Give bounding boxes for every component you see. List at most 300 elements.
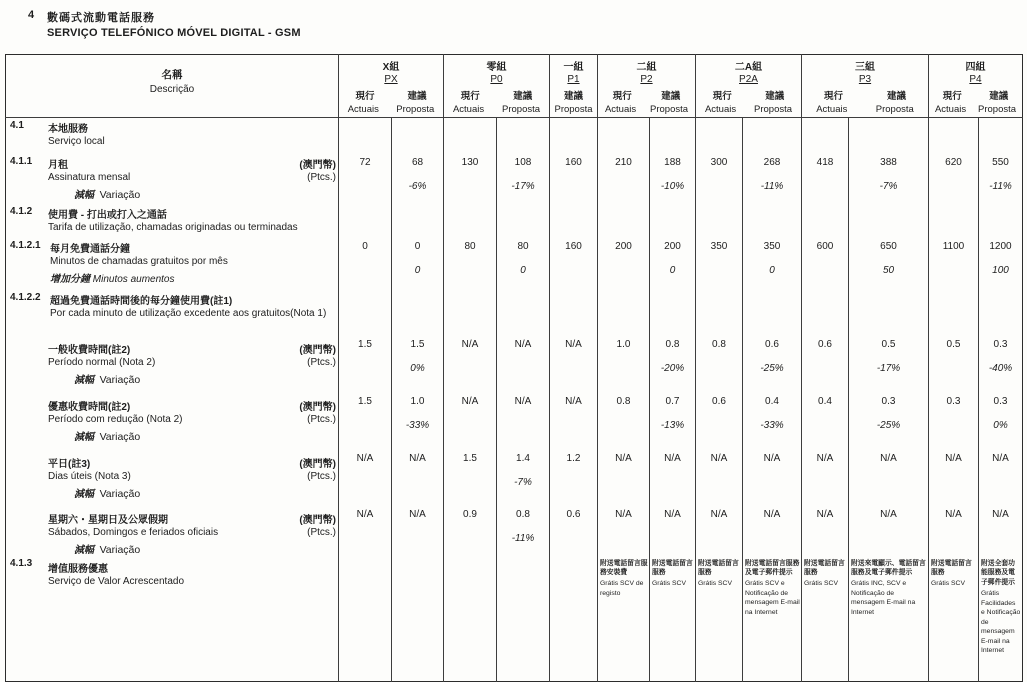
- row-local-service: [6, 118, 1023, 154]
- variation-label-zh: 減幅: [74, 374, 94, 386]
- group-header-p3: [802, 55, 929, 118]
- proposta-label: Proposta: [978, 104, 1017, 115]
- actuais-label: 現行: [942, 91, 962, 102]
- sva-text-pt: Grátis SCV: [931, 580, 965, 588]
- sva-text-zh: 附送電話留言服務安裝費: [600, 559, 648, 577]
- value-cell: [444, 290, 497, 330]
- cell-value: N/A: [816, 508, 834, 520]
- desc-local-service: [6, 118, 339, 154]
- unit-zh: (澳門幣): [299, 514, 336, 526]
- value-cell: [550, 444, 598, 500]
- subheader-zh: [339, 88, 443, 102]
- value-cell: [743, 387, 802, 444]
- cell-value: N/A: [664, 452, 681, 464]
- value-cell: [598, 204, 650, 238]
- value-cell: [802, 387, 849, 444]
- value-cell: [444, 500, 497, 556]
- value-cell: [979, 500, 1023, 556]
- document-title: [47, 9, 301, 39]
- value-cell: [392, 118, 444, 154]
- value-cell: [849, 330, 929, 387]
- value-cell: [497, 500, 550, 556]
- cell-variation: -25%: [760, 362, 784, 374]
- title-chinese: 數碼式流動電話服務: [47, 12, 155, 24]
- value-cell: [929, 444, 979, 500]
- cell-variation: -40%: [988, 362, 1013, 374]
- cell-value: N/A: [880, 452, 897, 464]
- cell-value: N/A: [409, 508, 426, 520]
- value-cell: [979, 444, 1023, 500]
- sva-text-zh: 附送來電顯示、電話留言服務及電子郵件提示: [851, 559, 926, 577]
- value-cell: [929, 204, 979, 238]
- value-cell: [444, 118, 497, 154]
- cell-variation: -11%: [511, 532, 535, 544]
- proposta-label: Proposta: [396, 104, 435, 115]
- cell-variation: -11%: [760, 180, 784, 192]
- value-cell: [979, 330, 1023, 387]
- desc-monthly-fee: [6, 154, 339, 204]
- value-cell: [929, 290, 979, 330]
- cell-value: N/A: [992, 452, 1009, 464]
- row-number: 4.1.2.2: [10, 291, 41, 303]
- value-cell: [743, 330, 802, 387]
- section-number: 4: [28, 9, 35, 21]
- value-cell: [696, 290, 743, 330]
- cell-variation: -7%: [514, 476, 532, 488]
- subheader-zh: [696, 88, 801, 102]
- label-pt: Período com redução (Nota 2): [48, 413, 183, 425]
- cell-value: 1100: [942, 240, 965, 252]
- value-cell: [339, 118, 392, 154]
- proposta-label: 建議: [563, 91, 583, 102]
- value-cell: [979, 556, 1023, 682]
- variation-label-zh: 減幅: [74, 544, 94, 556]
- value-cell: [550, 204, 598, 238]
- cell-value: N/A: [664, 508, 681, 520]
- value-cell: [550, 556, 598, 682]
- value-cell: [743, 556, 802, 682]
- group-name-zh: 零組: [486, 62, 507, 73]
- subheader-pt: [339, 104, 443, 115]
- value-cell: [444, 330, 497, 387]
- cell-value: 0.8: [516, 508, 530, 520]
- row-number: 4.1: [10, 120, 24, 131]
- sva-text-zh: 附送電話留言服務: [698, 559, 739, 577]
- value-cell: [849, 290, 929, 330]
- cell-value: 1.5: [358, 395, 372, 407]
- cell-value: 0: [414, 240, 421, 252]
- value-cell: [497, 204, 550, 238]
- row-number: 4.1.2: [10, 205, 33, 217]
- value-cell: [598, 500, 650, 556]
- sva-text-pt: Grátis INC, SCV e Notificação de mensagem E-mail na Internet: [851, 580, 916, 616]
- cell-value: 0.5: [946, 338, 961, 350]
- cell-value: N/A: [945, 508, 962, 520]
- actuais-label: 現行: [460, 91, 480, 102]
- value-cell: [929, 330, 979, 387]
- group-code: PX: [384, 74, 398, 85]
- desc-excess-fee: [6, 290, 339, 330]
- row-monthly-fee: [6, 154, 1023, 204]
- cell-value: 210: [615, 156, 632, 168]
- proposta-label: 建議: [407, 91, 427, 102]
- cell-value: N/A: [461, 338, 479, 350]
- value-cell: [802, 204, 849, 238]
- desc-weekdays: [6, 444, 339, 500]
- cell-value: N/A: [356, 452, 374, 464]
- value-cell: [979, 204, 1023, 238]
- cell-value: 1.4: [516, 452, 530, 464]
- subheader-pt: [598, 104, 695, 115]
- cell-variation: -33%: [405, 419, 430, 431]
- sva-text-pt: Grátis SCV: [652, 580, 686, 588]
- actuais-label: Actuais: [704, 104, 737, 115]
- actuais-label: Actuais: [816, 104, 848, 115]
- cell-value: 0.7: [665, 395, 680, 407]
- value-cell: [743, 238, 802, 290]
- value-cell: [696, 330, 743, 387]
- value-cell: [802, 238, 849, 290]
- variation-label-zh: 減幅: [74, 488, 94, 500]
- cell-variation: 0%: [993, 419, 1008, 431]
- group-header-p0: [444, 55, 550, 118]
- actuais-label: 現行: [612, 91, 632, 102]
- variation-label-zh: 減幅: [74, 189, 94, 201]
- value-cell: [929, 500, 979, 556]
- value-cell: [696, 204, 743, 238]
- cell-value: 80: [464, 240, 476, 252]
- value-cell: [696, 556, 743, 682]
- unit-zh: (澳門幣): [299, 344, 336, 356]
- label-zh: 一般收費時間(註2): [48, 344, 131, 356]
- row-excess-fee: [6, 290, 1023, 330]
- aumentos-label-pt: Minutos aumentos: [92, 273, 175, 285]
- value-cell: [392, 204, 444, 238]
- label-zh: 星期六・星期日及公眾假期: [48, 514, 168, 526]
- cell-value: 550: [992, 156, 1009, 168]
- proposta-label: 建議: [886, 91, 906, 102]
- cell-variation: 0: [769, 264, 775, 276]
- value-cell: [743, 118, 802, 154]
- cell-value: 160: [565, 156, 582, 168]
- cell-value: 1.5: [463, 452, 477, 464]
- value-cell: [849, 387, 929, 444]
- cell-value: N/A: [992, 508, 1009, 520]
- value-cell: [497, 118, 550, 154]
- actuais-label: 現行: [355, 91, 375, 102]
- value-cell: [650, 204, 696, 238]
- subheader-zh: [929, 88, 1022, 102]
- label-pt: Serviço local: [48, 136, 105, 147]
- label-pt: Serviço de Valor Acrescentado: [48, 575, 185, 587]
- label-zh: 月租: [48, 159, 68, 171]
- value-cell: [696, 154, 743, 204]
- row-free-minutes: [6, 238, 1023, 290]
- value-cell: [444, 387, 497, 444]
- cell-value: 0.6: [566, 508, 581, 520]
- label-pt: Tarifa de utilização, chamadas originadas ou terminadas: [48, 221, 298, 233]
- group-name-zh: 二A組: [734, 62, 763, 73]
- cell-value: 418: [816, 156, 834, 168]
- cell-value: 1.5: [410, 338, 425, 350]
- value-cell: [849, 444, 929, 500]
- value-cell: [497, 387, 550, 444]
- value-cell: [497, 238, 550, 290]
- desc-weekends: [6, 500, 339, 556]
- label-zh: 超過免費通話時間後的每分鐘使用費(註1): [50, 295, 233, 307]
- cell-variation: -17%: [511, 180, 535, 192]
- proposta-label: 建議: [989, 91, 1009, 102]
- cell-value: 300: [710, 156, 728, 168]
- value-cell: [392, 290, 444, 330]
- label-pt: Dias úteis (Nota 3): [48, 470, 131, 482]
- cell-variation: -7%: [879, 180, 898, 192]
- value-cell: [743, 444, 802, 500]
- subheader-pt: [444, 104, 549, 115]
- value-cell: [696, 118, 743, 154]
- value-cell: [339, 204, 392, 238]
- value-cell: [743, 204, 802, 238]
- cell-value: 0.9: [463, 508, 477, 520]
- cell-value: N/A: [710, 508, 728, 520]
- value-cell: [929, 154, 979, 204]
- proposta-label: 建議: [765, 91, 785, 102]
- value-cell: [392, 238, 444, 290]
- value-cell: [849, 154, 929, 204]
- group-code: P3: [858, 74, 872, 85]
- cell-value: N/A: [565, 395, 582, 407]
- value-cell: [550, 154, 598, 204]
- label-pt: Por cada minuto de utilização excedente aos gratuitos(Nota 1): [50, 307, 327, 319]
- cell-value: N/A: [514, 395, 532, 407]
- cell-variation: -25%: [876, 419, 901, 431]
- sva-text-zh: 附送電話留言服務: [931, 559, 972, 577]
- value-cell: [650, 387, 696, 444]
- cell-value: N/A: [615, 452, 632, 464]
- cell-value: N/A: [945, 452, 962, 464]
- sva-text-pt: Grátis SCV: [698, 580, 732, 588]
- value-cell: [696, 500, 743, 556]
- row-value-added: [6, 556, 1023, 682]
- value-cell: [929, 238, 979, 290]
- group-code: P2A: [739, 74, 758, 85]
- cell-value: 650: [880, 240, 897, 252]
- value-cell: [598, 387, 650, 444]
- value-cell: [392, 154, 444, 204]
- value-cell: [392, 444, 444, 500]
- value-cell: [743, 154, 802, 204]
- value-cell: [849, 118, 929, 154]
- value-cell: [598, 154, 650, 204]
- variation-label-zh: 減幅: [74, 431, 94, 443]
- value-cell: [550, 330, 598, 387]
- group-code: P2: [640, 74, 653, 85]
- label-zh: 本地服務: [48, 124, 88, 135]
- value-cell: [650, 154, 696, 204]
- unit-pt: (Ptcs.): [307, 470, 336, 482]
- row-number: 4.1.3: [10, 557, 33, 569]
- description-header-zh: 名稱: [161, 69, 183, 81]
- value-cell: [444, 444, 497, 500]
- cell-value: 388: [880, 156, 897, 168]
- cell-value: 0.8: [712, 338, 726, 350]
- value-cell: [802, 118, 849, 154]
- cell-value: 0: [362, 240, 368, 252]
- cell-variation: -17%: [876, 362, 901, 374]
- actuais-label: Actuais: [934, 104, 967, 115]
- label-zh: 使用費 - 打出或打入之通話: [48, 209, 167, 221]
- group-header-p4: [929, 55, 1023, 118]
- group-name-zh: X組: [382, 62, 400, 73]
- value-cell: [979, 290, 1023, 330]
- cell-variation: 0%: [410, 362, 425, 374]
- cell-value: 200: [664, 240, 681, 252]
- actuais-label: Actuais: [452, 104, 485, 115]
- value-cell: [392, 500, 444, 556]
- value-cell: [339, 500, 392, 556]
- value-cell: [979, 118, 1023, 154]
- cell-value: 188: [664, 156, 681, 168]
- subheader-zh: [444, 88, 549, 102]
- sva-text-pt: Grátis SCV: [804, 580, 838, 588]
- group-header-p1: [550, 55, 598, 118]
- cell-variation: 0: [669, 264, 676, 276]
- value-cell: [339, 556, 392, 682]
- group-code: P1: [567, 74, 580, 85]
- group-name-zh: 一組: [563, 62, 584, 73]
- group-name-zh: 二組: [636, 62, 657, 73]
- value-cell: [444, 556, 497, 682]
- cell-value: 620: [945, 156, 962, 168]
- cell-value: N/A: [461, 395, 479, 407]
- group-header-p2: [598, 55, 696, 118]
- cell-value: 0.4: [818, 395, 832, 407]
- value-cell: [392, 556, 444, 682]
- value-cell: [696, 238, 743, 290]
- cell-value: N/A: [763, 452, 781, 464]
- cell-value: 0.3: [993, 395, 1008, 407]
- value-cell: [598, 444, 650, 500]
- proposta-label: Proposta: [502, 104, 541, 115]
- label-zh: 平日(註3): [48, 458, 91, 470]
- value-cell: [650, 556, 696, 682]
- value-cell: [550, 290, 598, 330]
- value-cell: [802, 330, 849, 387]
- value-cell: [979, 387, 1023, 444]
- value-cell: [339, 290, 392, 330]
- value-cell: [598, 118, 650, 154]
- value-cell: [550, 387, 598, 444]
- value-cell: [497, 556, 550, 682]
- value-cell: [444, 238, 497, 290]
- value-cell: [339, 387, 392, 444]
- proposta-label: Proposta: [875, 104, 914, 115]
- value-cell: [339, 330, 392, 387]
- value-cell: [849, 238, 929, 290]
- cell-variation: -10%: [660, 180, 685, 192]
- value-cell: [929, 118, 979, 154]
- value-cell: [849, 556, 929, 682]
- row-number: 4.1.2.1: [10, 239, 41, 251]
- value-cell: [802, 154, 849, 204]
- subheader-pt: [929, 104, 1022, 115]
- unit-zh: (澳門幣): [299, 159, 336, 171]
- value-cell: [598, 290, 650, 330]
- title-portuguese: SERVIÇO TELEFÓNICO MÓVEL DIGITAL - GSM: [47, 27, 301, 39]
- value-cell: [550, 500, 598, 556]
- value-cell: [979, 154, 1023, 204]
- unit-zh: (澳門幣): [299, 401, 336, 413]
- row-usage-fee: [6, 204, 1023, 238]
- cell-value: 130: [461, 156, 479, 168]
- cell-value: N/A: [514, 338, 532, 350]
- row-reduced-period: [6, 387, 1023, 444]
- group-name-zh: 四組: [965, 62, 986, 73]
- unit-pt: (Ptcs.): [307, 171, 336, 183]
- cell-value: 1.2: [566, 452, 581, 464]
- cell-value: 0.4: [765, 395, 779, 407]
- label-zh: 增值服務優惠: [48, 563, 108, 575]
- desc-reduced-period: [6, 387, 339, 444]
- row-weekdays: [6, 444, 1023, 500]
- cell-value: 1.0: [616, 338, 631, 350]
- subheader-pt: [696, 104, 801, 115]
- group-name-zh: 三組: [855, 62, 875, 73]
- proposta-label: 建議: [513, 91, 533, 102]
- cell-value: 0.6: [712, 395, 726, 407]
- sva-text-pt: Grátis Facilidades e Notificação de mensagem E-mail na Internet: [981, 590, 1021, 655]
- label-zh: 優惠收費時間(註2): [48, 401, 131, 413]
- group-code: P0: [490, 74, 503, 85]
- proposta-label: Proposta: [554, 104, 593, 115]
- value-cell: [802, 556, 849, 682]
- cell-variation: 100: [992, 264, 1009, 276]
- sva-text-zh: 附送電話留言服務: [652, 559, 693, 577]
- variation-label-pt: Variação: [99, 188, 141, 201]
- cell-variation: 50: [882, 264, 895, 276]
- cell-variation: -6%: [408, 180, 427, 192]
- desc-normal-period: [6, 330, 339, 387]
- cell-value: N/A: [816, 452, 834, 464]
- group-code: P4: [969, 74, 982, 85]
- row-weekends: [6, 500, 1023, 556]
- value-cell: [339, 154, 392, 204]
- value-cell: [497, 154, 550, 204]
- sva-text-pt: Grátis SCV e Notificação de mensagem E-mail na Internet: [745, 580, 800, 616]
- cell-value: 72: [359, 156, 371, 168]
- cell-value: 108: [514, 156, 532, 168]
- actuais-label: 現行: [712, 91, 732, 102]
- unit-pt: (Ptcs.): [307, 526, 336, 538]
- cell-value: 0.5: [881, 338, 896, 350]
- unit-zh: (澳門幣): [299, 458, 336, 470]
- value-cell: [650, 500, 696, 556]
- value-cell: [497, 290, 550, 330]
- proposta-label: 建議: [661, 91, 681, 102]
- cell-value: N/A: [710, 452, 728, 464]
- cell-value: 0.6: [765, 338, 779, 350]
- variation-label-pt: Variação: [99, 543, 141, 556]
- value-cell: [339, 238, 392, 290]
- table-header-row: [6, 55, 1023, 118]
- cell-value: 160: [565, 240, 582, 252]
- sva-text-pt: Grátis SCV de registo: [600, 580, 644, 597]
- sva-text-zh: 附送電話留言服務: [804, 559, 845, 577]
- value-cell: [339, 444, 392, 500]
- cell-value: N/A: [880, 508, 897, 520]
- value-cell: [650, 290, 696, 330]
- label-pt: Minutos de chamadas gratuitos por mês: [50, 255, 228, 267]
